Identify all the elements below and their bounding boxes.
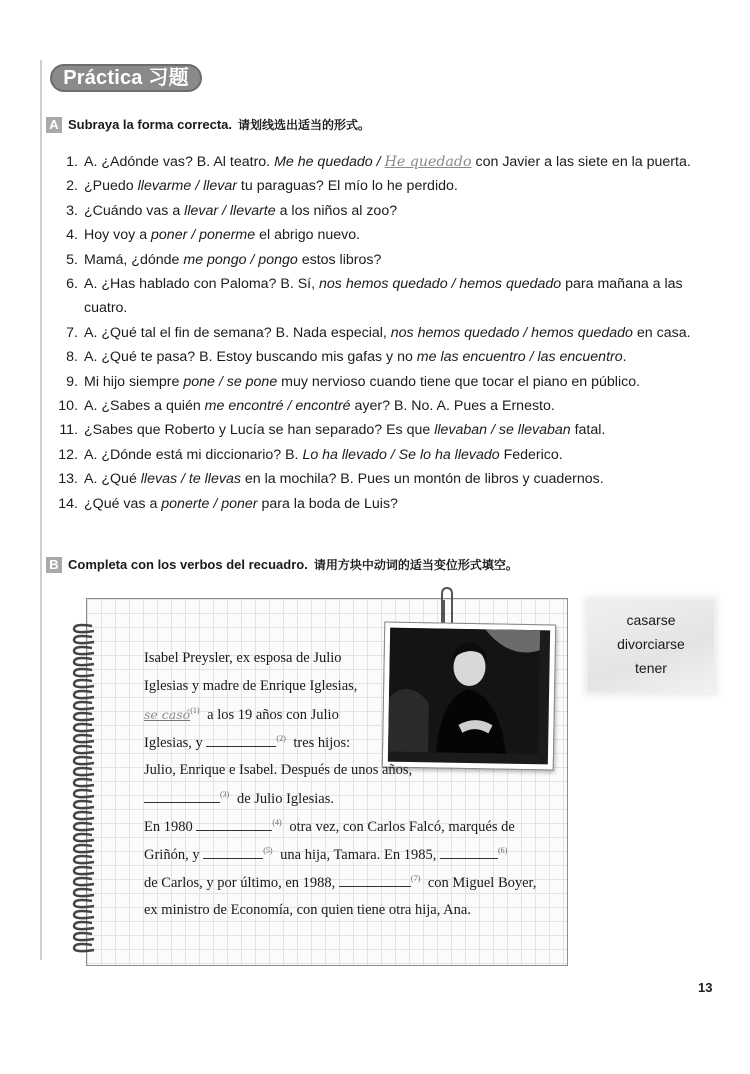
story-line-9-a: de Carlos, y por último, en 1988, — [144, 875, 339, 891]
exercise-text-pre: A. ¿Qué te pasa? B. Estoy buscando mis gafas y no — [84, 349, 417, 366]
exercise-text-post: con Javier a las siete en la puerta. — [471, 154, 691, 170]
spiral-ring — [74, 834, 94, 841]
spiral-ring — [74, 658, 94, 665]
exercise-text — [84, 492, 720, 516]
exercise-options: poner / ponerme — [151, 227, 256, 244]
spiral-ring — [74, 702, 94, 709]
spiral-ring — [74, 801, 94, 808]
exercise-item — [52, 248, 720, 272]
spiral-ring — [74, 713, 94, 720]
exercise-options: nos hemos quedado / hemos quedado — [319, 276, 562, 293]
exercise-options: Me he quedado / — [274, 154, 385, 170]
exercise-text-post: para la boda de Luis? — [257, 495, 398, 512]
verb-box — [588, 600, 714, 692]
answer-1: se casó — [144, 706, 191, 722]
exercise-text — [84, 199, 720, 223]
verb-2: divorciarse — [617, 636, 685, 652]
blank-4[interactable] — [196, 818, 272, 831]
story-line-7 — [144, 818, 515, 836]
story-line-3 — [144, 706, 339, 724]
exercise-item — [52, 443, 720, 467]
exercise-number: 2. — [66, 178, 78, 195]
exercise-text-post: ayer? B. No. A. Pues a Ernesto. — [350, 398, 555, 415]
exercise-item — [52, 492, 720, 516]
section-a-title-cn: 请划线选出适当的形式。 — [238, 118, 371, 132]
spiral-ring — [74, 757, 94, 764]
exercise-options: llevarme / llevar — [137, 178, 237, 195]
story-line-7-a: En 1980 — [144, 819, 197, 835]
exercise-text-pre: A. ¿Sabes a quién — [84, 398, 205, 415]
story-line-4-a: Iglesias, y — [144, 735, 207, 751]
exercise-text-pre: A. ¿Adónde vas? B. Al teatro. — [84, 154, 275, 170]
exercise-text-pre: Mi hijo siempre — [84, 373, 184, 390]
spiral-ring — [74, 823, 94, 830]
story-line-8-a: Griñón, y — [144, 847, 204, 863]
exercise-text-pre: Hoy voy a — [84, 227, 152, 244]
exercise-text-pre: ¿Puedo — [84, 178, 138, 195]
page-number: 13 — [698, 980, 713, 995]
story-line-7-b: otra vez, con Carlos Falcó, marqués de — [285, 819, 515, 835]
exercise-text-pre: A. ¿Dónde está mi diccionario? B. — [84, 446, 303, 463]
spiral-ring — [74, 867, 94, 874]
exercise-number: 4. — [66, 227, 78, 244]
exercise-text — [84, 370, 720, 394]
exercise-item — [52, 174, 720, 198]
exercise-number: 10. — [58, 398, 78, 415]
exercise-text-post: fatal. — [570, 422, 606, 439]
exercise-number: 13. — [58, 471, 78, 488]
blank-number-7: (7) — [410, 874, 421, 884]
section-a-title: Subraya la forma correcta. — [68, 117, 233, 132]
spiral-ring — [74, 735, 94, 742]
exercise-item — [52, 467, 720, 491]
exercise-text-pre: ¿Cuándo vas a — [84, 202, 185, 219]
exercise-text — [84, 223, 720, 247]
story-line-4-b: tres hijos: — [289, 735, 351, 751]
section-b-title-cn: 请用方块中动词的适当变位形式填空。 — [313, 558, 518, 572]
blank-number-3: (3) — [220, 790, 230, 800]
spiral-ring — [74, 691, 94, 698]
blank-number-2: (2) — [276, 734, 286, 744]
section-b-title: Completa con los verbos del recuadro. — [68, 557, 308, 572]
story-line-4 — [144, 734, 350, 752]
section-a-header — [46, 116, 370, 133]
spiral-binding-icon — [70, 620, 100, 960]
story-line-5: Julio, Enrique e Isabel. Después de unos años, — [144, 762, 413, 778]
exercise-text-pre: ¿Sabes que Roberto y Lucía se han separado? Es que — [84, 422, 435, 439]
exercise-options: ponerte / poner — [161, 495, 258, 512]
blank-number-1: (1) — [190, 706, 200, 715]
story-line-9-b: con Miguel Boyer, — [424, 875, 537, 891]
exercise-item — [52, 199, 720, 223]
portrait-figure-icon — [388, 628, 540, 755]
section-b-header — [46, 556, 518, 573]
spiral-ring — [74, 911, 94, 918]
verb-1: casarse — [626, 612, 676, 628]
spiral-ring — [74, 724, 94, 731]
story-line-2: Iglesias y madre de Enrique Iglesias, — [144, 678, 358, 694]
exercise-a-list — [52, 150, 720, 516]
page-margin-line — [40, 60, 42, 960]
spiral-ring — [74, 900, 94, 907]
exercise-text-post: muy nervioso cuando tiene que tocar el piano en público. — [277, 373, 641, 390]
exercise-item — [52, 321, 720, 345]
spiral-ring — [74, 812, 94, 819]
exercise-number: 7. — [66, 324, 78, 341]
exercise-text-post: . — [622, 349, 627, 366]
exercise-text — [84, 272, 720, 321]
exercise-number: 14. — [58, 495, 78, 512]
verb-3: tener — [635, 660, 667, 676]
portrait-photo — [383, 623, 555, 770]
spiral-ring — [74, 845, 94, 852]
exercise-text-post: en casa. — [632, 324, 691, 341]
exercise-item — [52, 150, 720, 174]
exercise-text — [84, 418, 720, 442]
exercise-number: 11. — [59, 422, 78, 439]
exercise-text — [84, 394, 720, 418]
spiral-ring — [74, 636, 94, 643]
story-line-6-text: de Julio Iglesias. — [233, 791, 335, 807]
spiral-ring — [74, 944, 94, 951]
exercise-text — [84, 150, 720, 174]
exercise-options: me encontré / encontré — [204, 398, 351, 415]
spiral-ring — [74, 878, 94, 885]
exercise-text-post: el abrigo nuevo. — [255, 227, 361, 244]
exercise-number: 6. — [66, 276, 78, 293]
exercise-text — [84, 321, 720, 345]
exercise-text-post: a los niños al zoo? — [275, 202, 398, 219]
exercise-text-post: Federico. — [499, 446, 563, 463]
exercise-number: 12. — [58, 446, 78, 463]
story-line-9 — [144, 874, 536, 892]
exercise-options: nos hemos quedado / hemos quedado — [390, 324, 633, 341]
spiral-ring — [74, 933, 94, 940]
section-b-letter: B — [46, 557, 62, 573]
spiral-ring — [74, 856, 94, 863]
blank-5[interactable] — [203, 846, 263, 859]
spiral-ring — [74, 746, 94, 753]
exercise-item — [52, 370, 720, 394]
blank-3[interactable] — [144, 790, 220, 803]
exercise-item — [52, 418, 720, 442]
exercise-options: me pongo / pongo — [183, 251, 298, 268]
exercise-options: Lo ha llevado / Se lo ha llevado — [302, 446, 500, 463]
exercise-text-pre: Mamá, ¿dónde — [84, 251, 184, 268]
exercise-text-pre: A. ¿Qué — [84, 471, 141, 488]
exercise-options: llevaban / se llevaban — [434, 422, 571, 439]
handwritten-answer: He quedado — [384, 154, 472, 170]
spiral-ring — [74, 922, 94, 929]
story-line-10: ex ministro de Economía, con quien tiene otra hija, Ana. — [144, 902, 471, 918]
exercise-text — [84, 345, 720, 369]
section-a-letter: A — [46, 117, 62, 133]
exercise-item — [52, 272, 720, 321]
exercise-text-pre: A. ¿Has hablado con Paloma? B. Sí, — [84, 276, 320, 293]
blank-number-6: (6) — [497, 846, 508, 856]
exercise-text-pre: A. ¿Qué tal el fin de semana? B. Nada especial, — [84, 324, 391, 341]
exercise-number: 5. — [66, 251, 78, 268]
story-line-8 — [144, 846, 511, 864]
spiral-ring — [74, 790, 94, 797]
practica-header-pill: Práctica 习题 — [50, 64, 202, 92]
blank-7[interactable] — [339, 874, 411, 887]
spiral-ring — [74, 889, 94, 896]
exercise-text — [84, 467, 720, 491]
exercise-options: llevar / llevarte — [184, 202, 276, 219]
spiral-ring — [74, 669, 94, 676]
blank-number-4: (4) — [272, 818, 282, 828]
exercise-text-post: tu paraguas? El mío lo he perdido. — [236, 178, 458, 195]
spiral-ring — [74, 625, 94, 632]
story-line-3-text: a los 19 años con Julio — [203, 706, 339, 723]
story-line-8-b: una hija, Tamara. En 1985, — [276, 847, 440, 863]
exercise-item — [52, 345, 720, 369]
exercise-text — [84, 174, 720, 198]
exercise-text — [84, 248, 720, 272]
blank-2[interactable] — [206, 734, 276, 747]
story-line-1: Isabel Preysler, ex esposa de Julio — [144, 650, 342, 666]
exercise-text-post: para mañana a las cuatro. — [84, 276, 683, 317]
exercise-options: me las encuentro / las encuentro — [416, 349, 623, 366]
spiral-ring — [74, 779, 94, 786]
spiral-ring — [74, 680, 94, 687]
exercise-text-post: estos libros? — [297, 251, 382, 268]
exercise-options: llevas / te llevas — [140, 471, 241, 488]
spiral-ring — [74, 647, 94, 654]
exercise-text-post: en la mochila? B. Pues un montón de libros y cuadernos. — [240, 471, 604, 488]
exercise-item — [52, 394, 720, 418]
exercise-text-pre: ¿Qué vas a — [84, 495, 162, 512]
exercise-text — [84, 443, 720, 467]
exercise-number: 3. — [66, 202, 78, 219]
spiral-ring — [74, 768, 94, 775]
blank-number-5: (5) — [263, 846, 273, 856]
exercise-options: pone / se pone — [183, 373, 278, 390]
exercise-number: 9. — [66, 373, 78, 390]
story-line-6 — [144, 790, 334, 808]
exercise-number: 1. — [66, 154, 78, 170]
blank-6[interactable] — [440, 846, 498, 859]
exercise-number: 8. — [66, 349, 78, 366]
exercise-item — [52, 223, 720, 247]
